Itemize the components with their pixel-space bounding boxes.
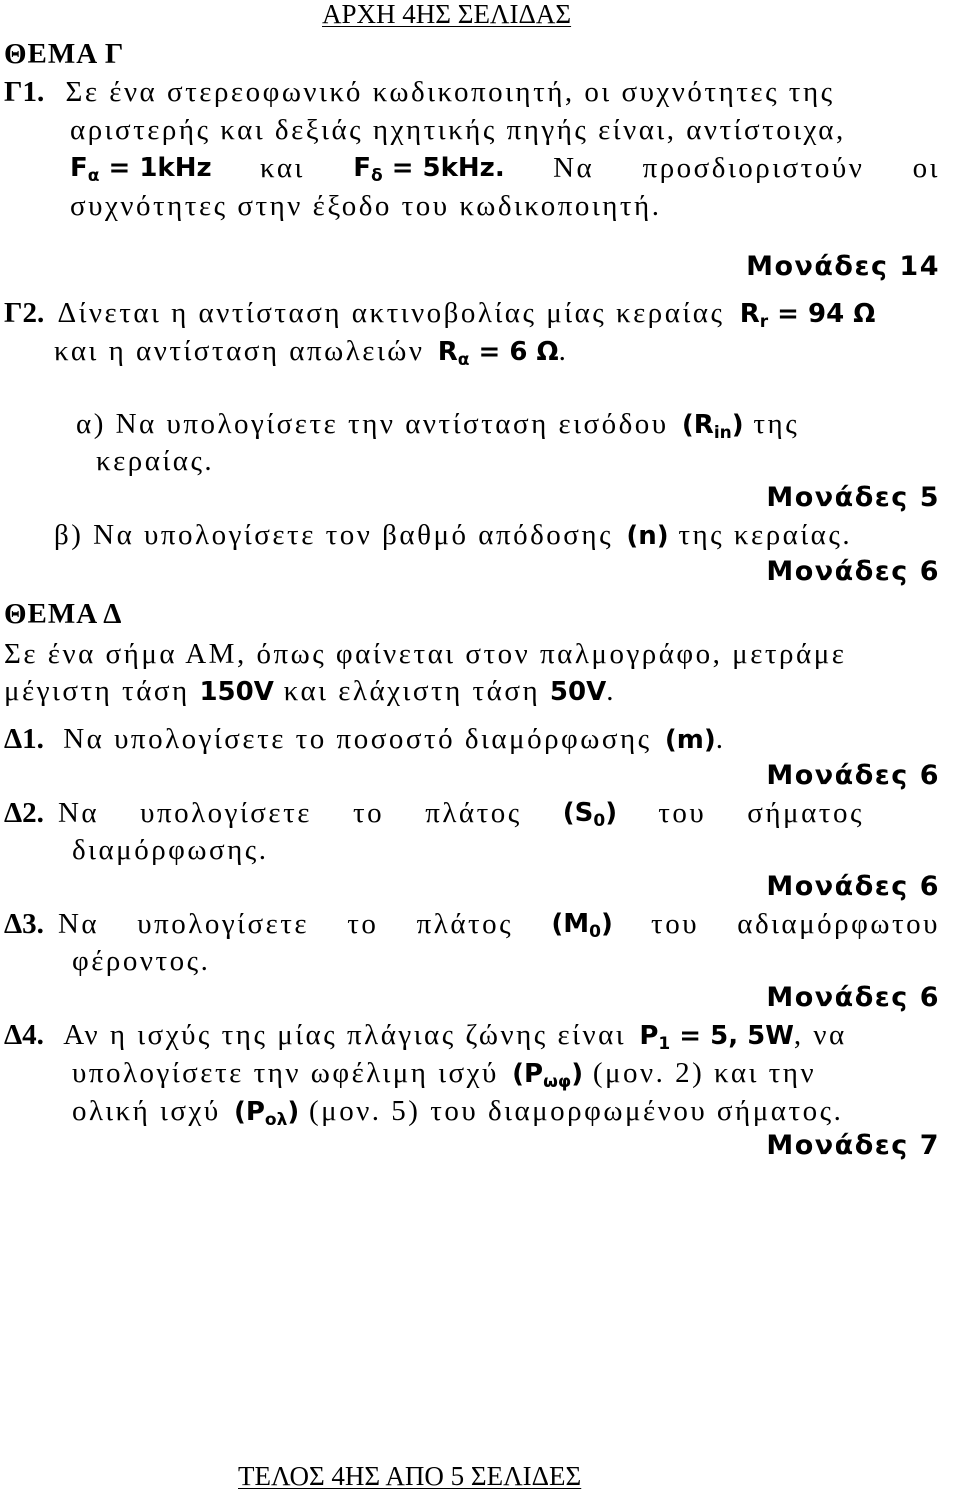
section-d-intro-line1: Σε ένα σήμα ΑΜ, όπως φαίνεται στον παλμογράφο, μετράμε — [4, 638, 847, 670]
question-d4-line2: υπολογίσετε την ωφέλιμη ισχύ $(P_{\omega\varphi})$ (μον. 2) και την — [72, 1057, 817, 1092]
formula-r-r: $R_r = 94$ Ω — [739, 299, 876, 332]
marks-g2a: Μονάδες 5 — [766, 482, 940, 513]
question-g1-line3: $F_\alpha = 1kHz$ και $F_\delta = 5kHz$. Να προσδιοριστούν οι — [70, 152, 940, 186]
question-g2a-line2: κεραίας. — [96, 445, 215, 477]
question-d3-line2: φέροντος. — [72, 945, 211, 977]
marks-g1: Μονάδες 14 — [746, 251, 940, 282]
section-d-intro-line2: μέγιστη τάση 150V και ελάχιστη τάση 50V. — [4, 675, 614, 707]
formula-r-alpha: $R_\alpha = 6$ Ω — [437, 337, 559, 370]
marks-d3: Μονάδες 6 — [766, 982, 940, 1013]
page-header: ΑΡΧΗ 4ΗΣ ΣΕΛΙΔΑΣ — [322, 0, 572, 29]
question-d2-line1: Δ2. Να υπολογίσετε το πλάτος $(S_0)$ του σήματος — [4, 797, 864, 831]
page-footer: ΤΕΛΟΣ 4ΗΣ ΑΠΟ 5 ΣΕΛΙΔΕΣ — [238, 1461, 582, 1491]
question-number-g2: Γ2. — [4, 297, 45, 329]
question-g2a-line1: α) Να υπολογίσετε την αντίσταση εισόδου $(R_{in})$ της — [76, 408, 800, 443]
formula-m: (m) — [664, 725, 716, 755]
value-vmin: 50V — [549, 677, 607, 707]
formula-f-alpha: $F_\alpha = 1kHz$ — [70, 153, 212, 186]
formula-p-useful: $(P_{\omega\varphi})$ — [512, 1059, 584, 1092]
question-number-d4: Δ4. — [4, 1019, 44, 1051]
formula-s0: $(S_0)$ — [562, 798, 618, 831]
marks-d2: Μονάδες 6 — [766, 871, 940, 902]
value-vmax: 150V — [199, 677, 274, 707]
question-g1-line1: Γ1. Σε ένα στερεοφωνικό κωδικοποιητή, οι συχνότητες της — [4, 76, 835, 108]
question-g2-line2: και η αντίσταση απωλειών $R_\alpha = 6$ Ω. — [54, 335, 566, 370]
formula-m0: $(M_0)$ — [551, 909, 613, 942]
question-d4-line3: ολική ισχύ $(P_{o\lambda})$ (μον. 5) του διαμορφωμένου σήματος. — [72, 1095, 844, 1130]
question-number-g1: Γ1. — [4, 76, 45, 108]
question-d4-line1: Δ4. Αν η ισχύς της μίας πλάγιας ζώνης είναι $P_1 = 5$, 5W, να — [4, 1019, 847, 1054]
section-title-c: ΘΕΜΑ Γ — [4, 38, 125, 70]
formula-r-in: $(R_{in})$ — [681, 410, 744, 443]
section-title-d: ΘΕΜΑ Δ — [4, 598, 123, 630]
question-g1-line2: αριστερής και δεξιάς ηχητικής πηγής είναι, αντίστοιχα, — [70, 114, 846, 146]
question-d3-line1: Δ3. Να υπολογίσετε το πλάτος $(M_0)$ του αδιαμόρφωτου — [4, 908, 940, 942]
question-g2-line1: Γ2. Δίνεται η αντίσταση ακτινοβολίας μίας κεραίας $R_r = 94$ Ω — [4, 297, 876, 332]
question-d2-line2: διαμόρφωσης. — [72, 834, 269, 866]
question-number-d2: Δ2. — [4, 797, 44, 829]
formula-n: (n) — [626, 521, 669, 551]
question-d1: Δ1. Να υπολογίσετε το ποσοστό διαμόρφωσης (m). — [4, 723, 724, 755]
formula-p1: $P_1 = 5$, 5W — [639, 1021, 794, 1054]
question-number-d1: Δ1. — [4, 723, 44, 755]
question-g2b: β) Να υπολογίσετε τον βαθμό απόδοσης (n) της κεραίας. — [54, 519, 853, 551]
formula-p-total: $(P_{o\lambda})$ — [233, 1097, 300, 1130]
formula-f-delta: $F_\delta = 5kHz$. — [353, 153, 505, 186]
marks-d4: Μονάδες 7 — [766, 1130, 940, 1161]
question-number-d3: Δ3. — [4, 908, 44, 940]
marks-g2b: Μονάδες 6 — [766, 556, 940, 587]
question-g1-line4: συχνότητες στην έξοδο του κωδικοποιητή. — [70, 190, 662, 222]
marks-d1: Μονάδες 6 — [766, 760, 940, 791]
